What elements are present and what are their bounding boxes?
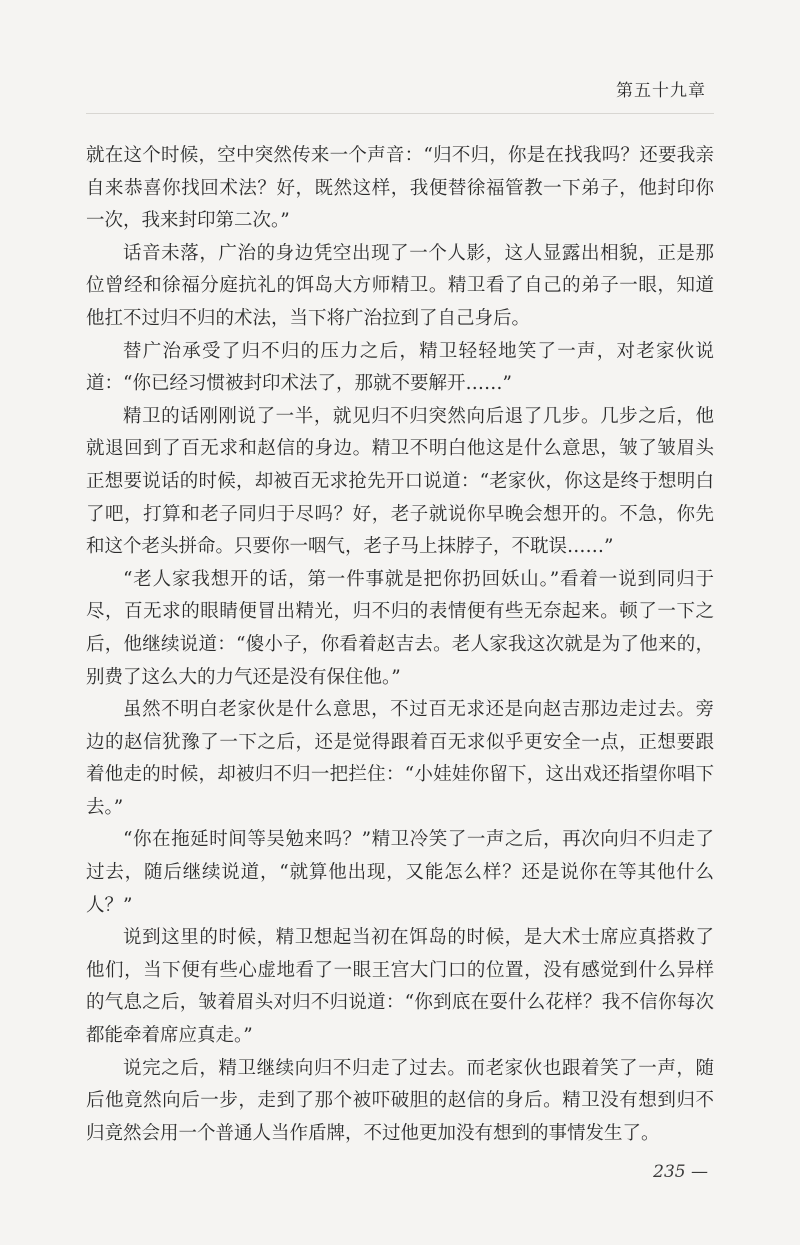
paragraph: 话音未落，广治的身边凭空出现了一个人影，这人显露出相貌，正是那位曾经和徐福分庭抗礼的饵岛大方师精卫。精卫看了自己的弟子一眼，知道他扛不过归不归的术法，当下将广治拉到了自己身后。 (86, 242, 714, 329)
page-number: 235 — (653, 1162, 708, 1182)
body-text (86, 140, 714, 1150)
paragraph: 说到这里的时候，精卫想起当初在饵岛的时候，是大术士席应真搭救了他们，当下便有些心虚地看了一眼王宫大门口的位置，没有感觉到什么异样的气息之后，皱着眉头对归不归说道：“你到底在耍什么花样？我不信你每次都能牵着席应真走。” (86, 927, 714, 1047)
chapter-header: 第五十九章 (616, 81, 706, 101)
paragraph: 虽然不明白老家伙是什么意思，不过百无求还是向赵吉那边走过去。旁边的赵信犹豫了一下之后，还是觉得跟着百无求似乎更安全一点，正想要跟着他走的时候，却被归不归一把拦住：“小娃娃你留下，这出戏还指望你唱下去。” (86, 699, 714, 818)
paragraph: 就在这个时候，空中突然传来一个声音：“归不归，你是在找我吗？还要我亲自来恭喜你找回术法？好，既然这样，我便替徐福管教一下弟子，他封印你一次，我来封印第二次。” (86, 145, 714, 232)
paragraph: “你在拖延时间等吴勉来吗？”精卫冷笑了一声之后，再次向归不归走了过去，随后继续说道，“就算他出现，又能怎么样？还是说你在等其他什么人？” (86, 829, 714, 916)
header-divider (86, 113, 714, 114)
paragraph: 精卫的话刚刚说了一半，就见归不归突然向后退了几步。几步之后，他就退回到了百无求和赵信的身边。精卫不明白他这是什么意思，皱了皱眉头正想要说话的时候，却被百无求抢先开口说道：“老家伙，你这是终于想明白了吧，打算和老子同归于尽吗？好，老子就说你早晚会想开的。不急，你先和这个老头拼命。只要你一咽气，老子马上抹脖子，不耽误……” (86, 405, 714, 558)
paragraph: “老人家我想开的话，第一件事就是把你扔回妖山。”看着一说到同归于尽，百无求的眼睛便冒出精光，归不归的表情便有些无奈起来。顿了一下之后，他继续说道：“傻小子，你看着赵吉去。老人家我这次就是为了他来的，别费了这么大的力气还是没有保住他。” (86, 568, 714, 688)
paragraph: 说完之后，精卫继续向归不归走了过去。而老家伙也跟着笑了一声，随后他竟然向后一步，走到了那个被吓破胆的赵信的身后。精卫没有想到归不归竟然会用一个普通人当作盾牌，不过他更加没有想到的事情发生了。 (86, 1057, 714, 1144)
paragraph: 替广治承受了归不归的压力之后，精卫轻轻地笑了一声，对老家伙说道：“你已经习惯被封印术法了，那就不要解开……” (86, 340, 714, 395)
